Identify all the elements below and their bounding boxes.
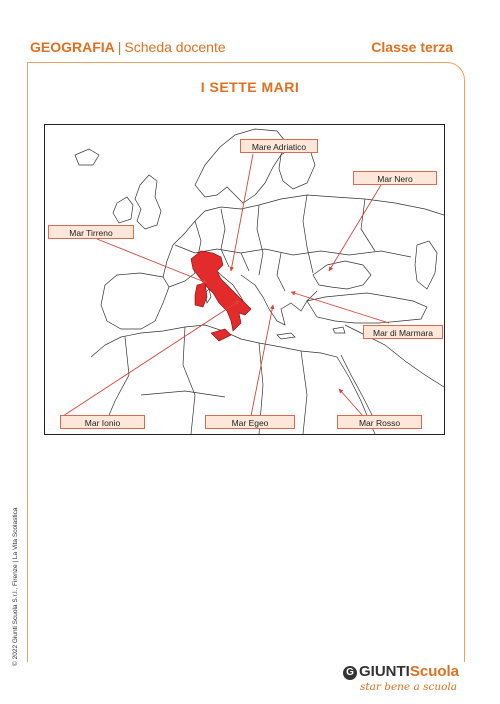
arrow-tirreno [97,239,207,283]
arrow-ionio [63,301,239,416]
italy-highlight [191,251,251,341]
iberia-outline [101,273,169,329]
map-panel [44,124,445,435]
label-mare-adriatico: Mare Adriatico [240,139,318,153]
brand-name-bold: GIUNTI [359,663,410,680]
arrow-rosso [339,389,363,416]
sardinia [195,283,207,307]
brand-slogan: star bene a scuola [360,681,458,693]
balkans-outline [241,275,317,325]
label-mar-ionio: Mar Ionio [60,415,145,429]
subject-label: GEOGRAFIA [30,39,115,55]
black-sea-outline [313,261,371,289]
sicily [211,329,231,341]
label-mar-di-marmara: Mar di Marmara [363,325,443,339]
header-left [30,39,226,55]
crete-outline [277,333,295,339]
arrow-adriatico [231,154,253,271]
giunti-g-icon: G [343,666,357,680]
turkey-outline [307,293,427,323]
britain-outline [135,175,161,229]
doc-type-label: Scheda docente [124,39,226,55]
red-sea-outline [341,355,375,421]
iceland-outline [75,149,99,165]
grade-label: Classe terza [371,39,453,55]
caspian-outline [415,241,437,289]
label-mar-tirreno: Mar Tirreno [48,225,134,239]
label-mar-nero: Mar Nero [353,171,437,185]
arrow-nero [329,185,381,271]
header-separator: | [117,39,122,55]
brand-name-accent: Scuola [409,663,460,680]
giunti-logo [343,663,459,680]
label-mar-egeo: Mar Egeo [205,415,295,429]
label-mar-rosso: Mar Rosso [337,415,422,429]
page-title: I SETTE MARI [200,79,300,95]
ireland-outline [113,197,133,223]
arrow-marmara [291,292,389,323]
cyprus-outline [333,327,345,333]
copyright-note: © 2022 Giunti Scuola S.r.l., Firenze | La Vita Scolastica [12,507,19,666]
